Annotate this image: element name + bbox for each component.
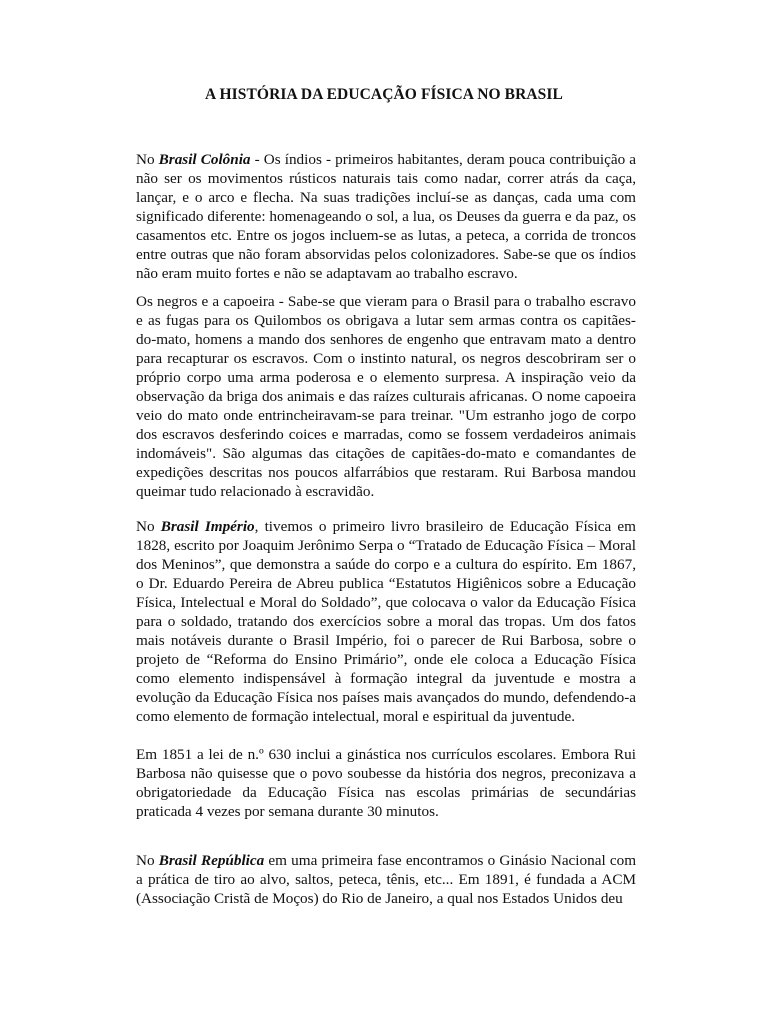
paragraph-prefix: No <box>136 518 161 535</box>
paragraph-brasil-imperio <box>136 517 636 726</box>
paragraph-text: , tivemos o primeiro livro brasileiro de Educação Física em 1828, escrito por Joaquim Jerônimo Serpa o “Tratado de Educação Física – Moral dos Meninos”, que demonstra a saúde do corpo e a cultura do espírito. Em 1867, o Dr. Eduardo Pereira de Abreu publica “Estatutos Higiênicos sobre a Educação Física, Intelectual e Moral do Soldado”, que colocava o valor da Educação Física para o soldado, tratando dos exercícios sobre a moral das tropas. Um dos fatos mais notáveis durante o Brasil Império, foi o parecer de Rui Barbosa, sobre o projeto de “Reforma do Ensino Primário”, onde ele coloca a Educação Física como elemento indispensável à formação integral da juventude e mostra a evolução da Educação Física nos países mais avançados do mundo, defendendo-a como elemento de formação intelectual, moral e espiritual da juventude. <box>136 518 636 725</box>
paragraph-text: Em 1851 a lei de n.º 630 inclui a ginástica nos currículos escolares. Embora Rui Barbosa não quisesse que o povo soubesse da história dos negros, preconizava a obrigatoriedade da Educação Física nas escolas primárias de secundárias praticada 4 vezes por semana durante 30 minutos. <box>136 746 636 820</box>
paragraph-text: em uma primeira fase encontramos o Ginásio Nacional com a prática de tiro ao alvo, saltos, peteca, tênis, etc... Em 1891, é fundada a ACM (Associação Cristã de Moços) do Rio de Janeiro, a qual nos Estados Unidos deu <box>136 852 637 907</box>
paragraph-brasil-republica <box>136 851 636 908</box>
paragraph-prefix: No <box>136 852 159 869</box>
paragraph-term-brasil-imperio: Brasil Império <box>160 518 255 535</box>
paragraph-text: Os negros e a capoeira - Sabe-se que vieram para o Brasil para o trabalho escravo e as fugas para os Quilombos os obrigava a lutar sem armas contra os capitães-do-mato, homens a mando dos senhores de engenho que entravam mato a dentro para recapturar os escravos. Com o instinto natural, os negros descobriram ser o próprio corpo uma arma poderosa e o elemento surpresa. A inspiração veio da observação da briga dos animais e das raízes culturais africanas. O nome capoeira veio do mato onde entrincheiravam-se para treinar. "Um estranho jogo de corpo dos escravos desferindo coices e marradas, como se fossem verdadeiros animais indomáveis". São algumas das citações de capitães-do-mato e comandantes de expedições descritas nos poucos alfarrábios que restaram. Rui Barbosa mandou queimar tudo relacionado à escravidão. <box>136 293 636 500</box>
paragraph-brasil-colonia <box>136 150 636 283</box>
paragraph-term-brasil-colonia: Brasil Colônia <box>158 151 251 168</box>
paragraph-prefix: No <box>136 151 159 168</box>
paragraph-negros-capoeira <box>136 292 636 501</box>
paragraph-lei-1851 <box>136 745 636 821</box>
paragraph-term-brasil-republica: Brasil República <box>158 852 265 869</box>
paragraph-text: - Os índios - primeiros habitantes, deram pouca contribuição a não ser os movimentos rústicos naturais tais como nadar, correr atrás da caça, lançar, e o arco e flecha. Na suas tradições incluí-se as danças, cada uma com significado diferente: homenageando o sol, a lua, os Deuses da guerra e da paz, os casamentos etc. Entre os jogos incluem-se as lutas, a peteca, a corrida de troncos entre outras que não foram absorvidas pelos colonizadores. Sabe-se que os índios não eram muito fortes e não se adaptavam ao trabalho escravo. <box>136 151 637 282</box>
document-title: A HISTÓRIA DA EDUCAÇÃO FÍSICA NO BRASIL <box>205 86 563 103</box>
